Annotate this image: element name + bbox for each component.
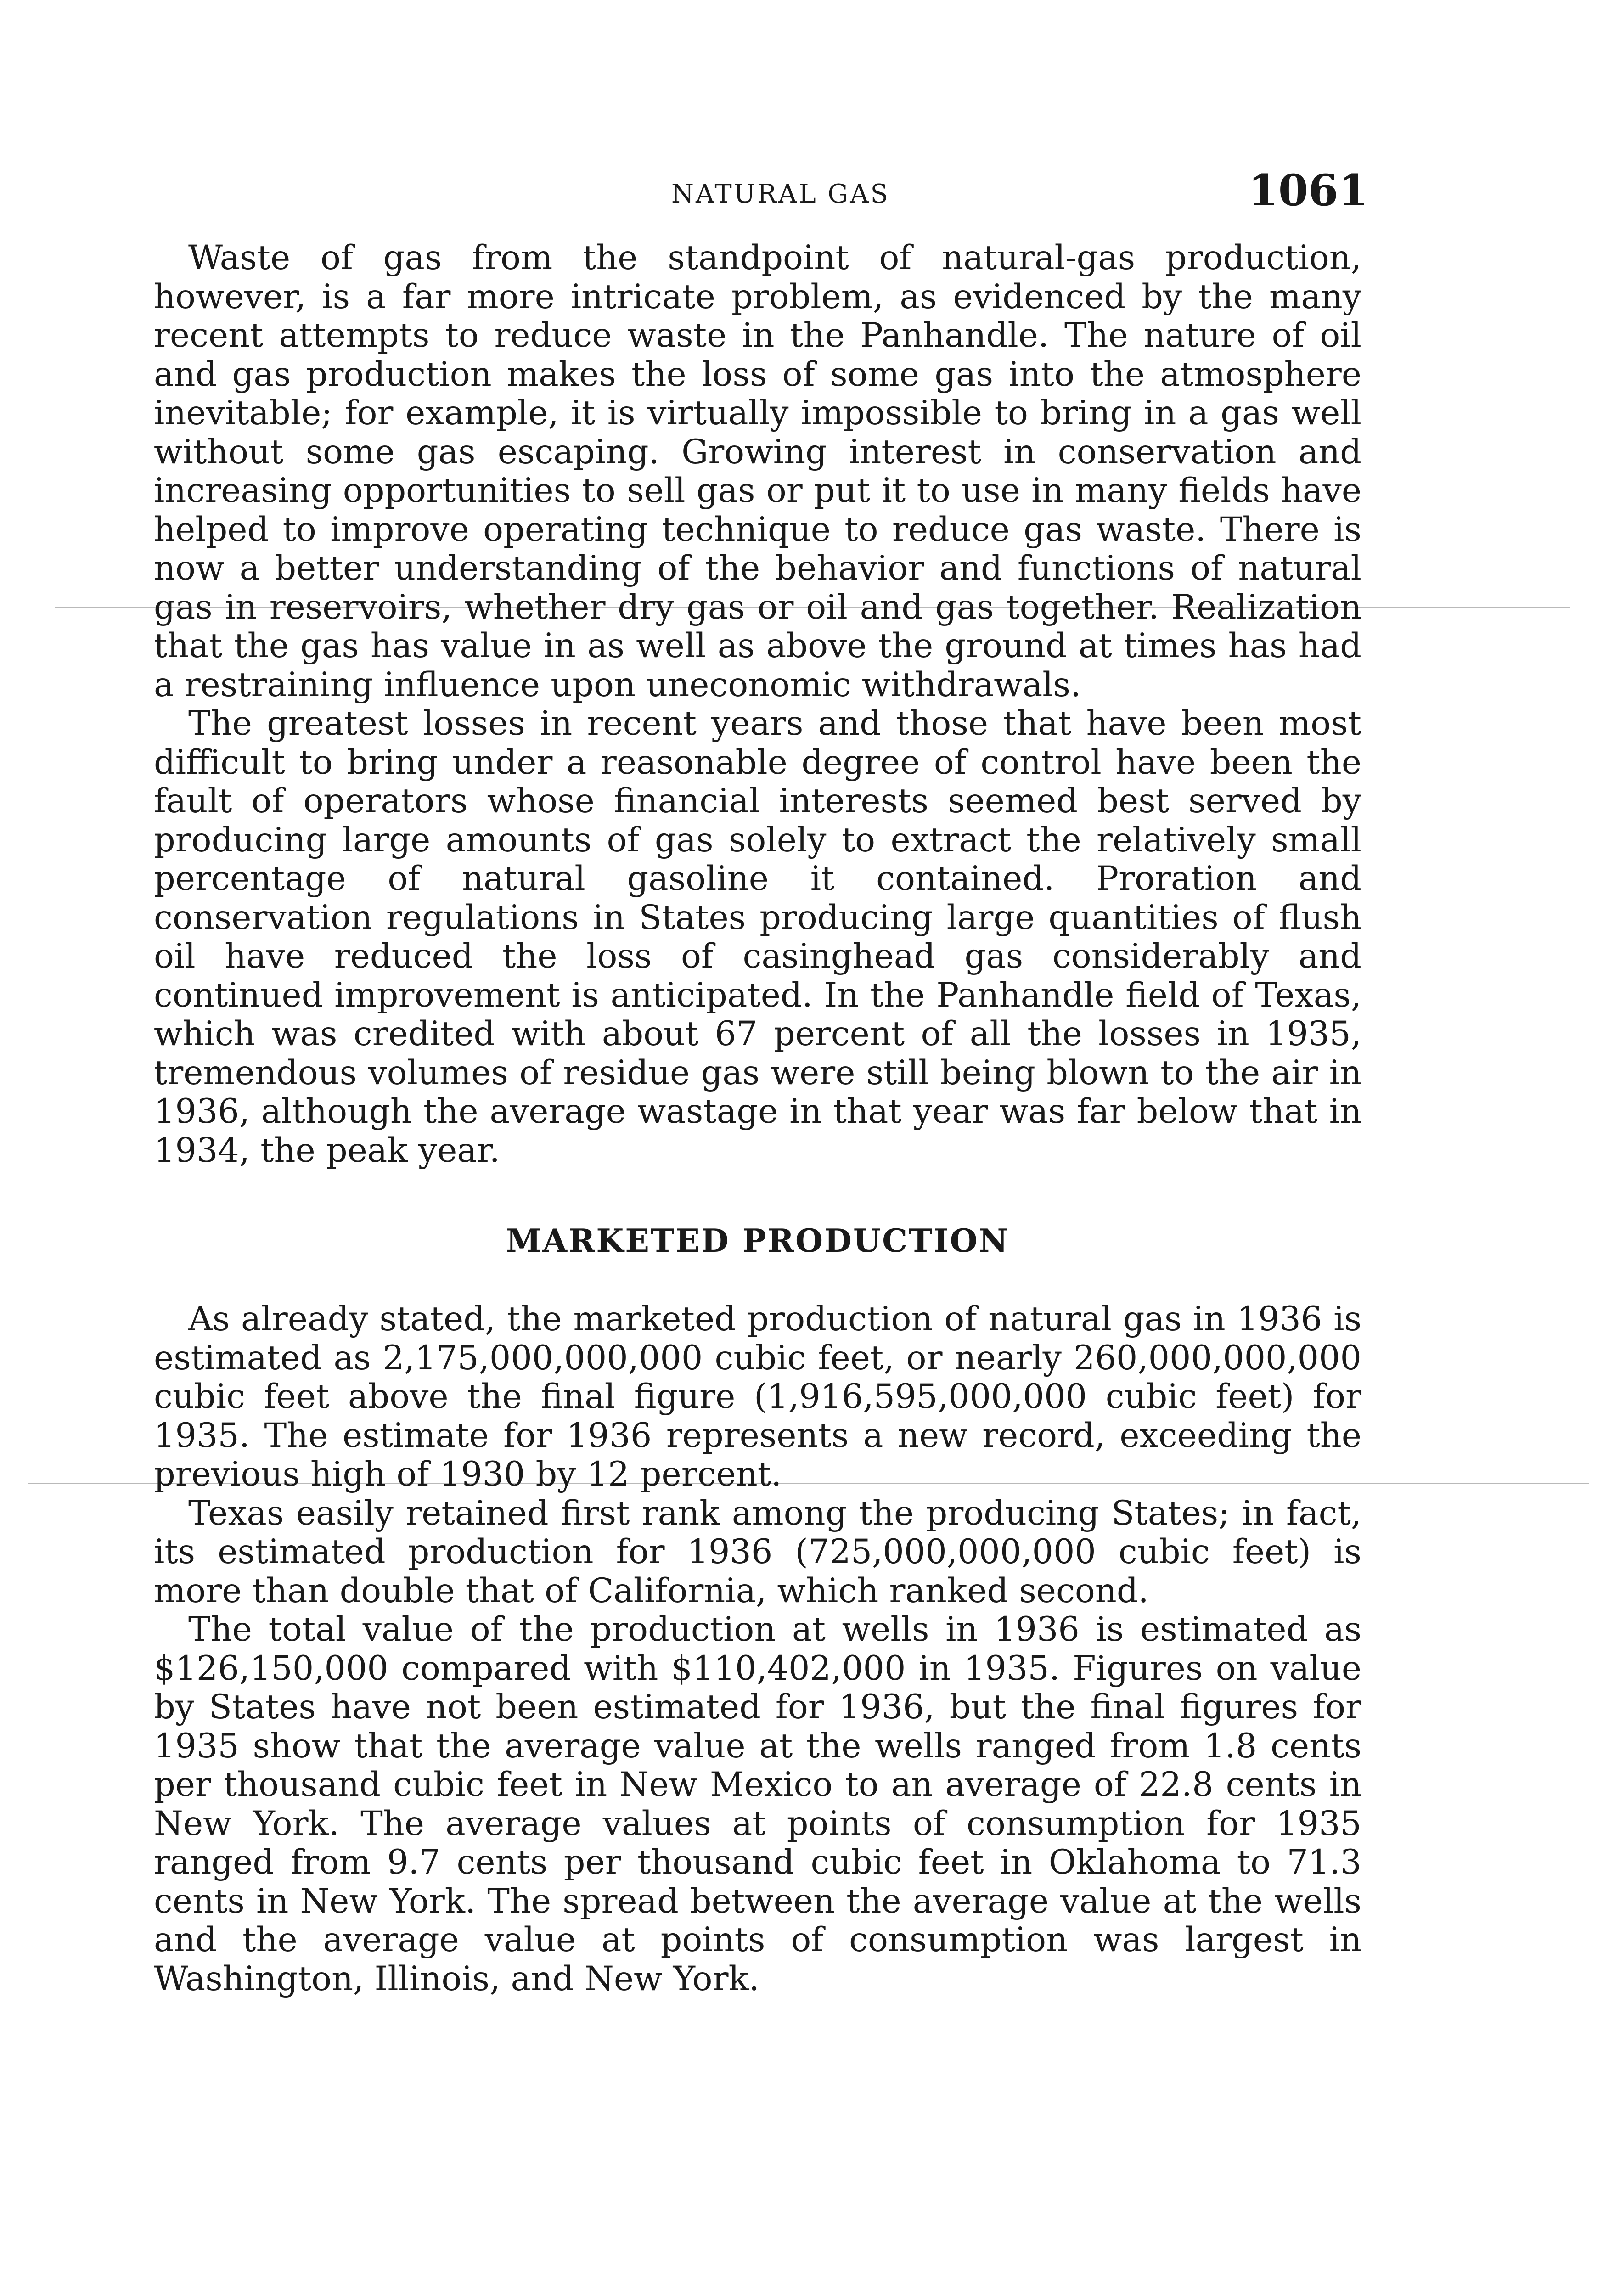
- running-head: [193, 165, 1368, 220]
- paragraph: As already stated, the marketed production of natural gas in 1936 is estimated as 2,175,000,000,000 cubic feet, or nearly 260,000,000,000 cubic feet above the final figure (1,916,595,000,000 cubic feet) for 1935. The estimate for 1936 represents a new record, exceeding the previous high of 1930 by 12 percent.: [154, 1300, 1361, 1494]
- paragraph: Waste of gas from the standpoint of natural-gas production, however, is a far more intricate problem, as evidenced by the many recent attempts to reduce waste in the Panhandle. The nature of oil and gas production makes the loss of some gas into the atmosphere inevitable; for example, it is virtually impossible to bring in a gas well without some gas escaping. Growing interest in conservation and increasing opportunities to sell gas or put it to use in many fields have helped to improve operating technique to reduce gas waste. There is now a better understanding of the behavior and functions of natural gas in reservoirs, whether dry gas or oil and gas together. Realization that the gas has value in as well as above the ground at times has had a restraining influence upon uneconomic withdrawals.: [154, 238, 1361, 704]
- body-text: [154, 239, 1361, 1998]
- section-heading: MARKETED PRODUCTION: [506, 1222, 1009, 1260]
- paragraph: The greatest losses in recent years and those that have been most difficult to bring under a reasonable degree of control have been the fault of operators whose financial interests seemed best served by producing large amounts of gas solely to extract the relatively small percentage of natural gasoline it contained. Proration and conservation regulations in States producing large quantities of flush oil have reduced the loss of casinghead gas considerably and continued improvement is anticipated. In the Panhandle field of Texas, which was credited with about 67 percent of all the losses in 1935, tremendous volumes of residue gas were still being blown to the air in 1936, although the average wastage in that year was far below that in 1934, the peak year.: [154, 704, 1361, 1170]
- paragraph: Texas easily retained first rank among the producing States; in fact, its estimated production for 1936 (725,000,000,000 cubic feet) is more than double that of California, which ranked second.: [154, 1493, 1361, 1610]
- page-number: 1061: [1248, 165, 1368, 216]
- running-title: NATURAL GAS: [671, 179, 890, 209]
- paragraph: The total value of the production at wells in 1936 is estimated as $126,150,000 compared with $110,402,000 in 1935. Figures on value by States have not been estimated for 1936, but the final figures for 1935 show that the average value at the wells ranged from 1.8 cents per thousand cubic feet in New Mexico to an average of 22.8 cents in New York. The average values at points of consumption for 1935 ranged from 9.7 cents per thousand cubic feet in Oklahoma to 71.3 cents in New York. The spread between the average value at the wells and the average value at points of consumption was largest in Washington, Illinois, and New York.: [154, 1610, 1361, 1998]
